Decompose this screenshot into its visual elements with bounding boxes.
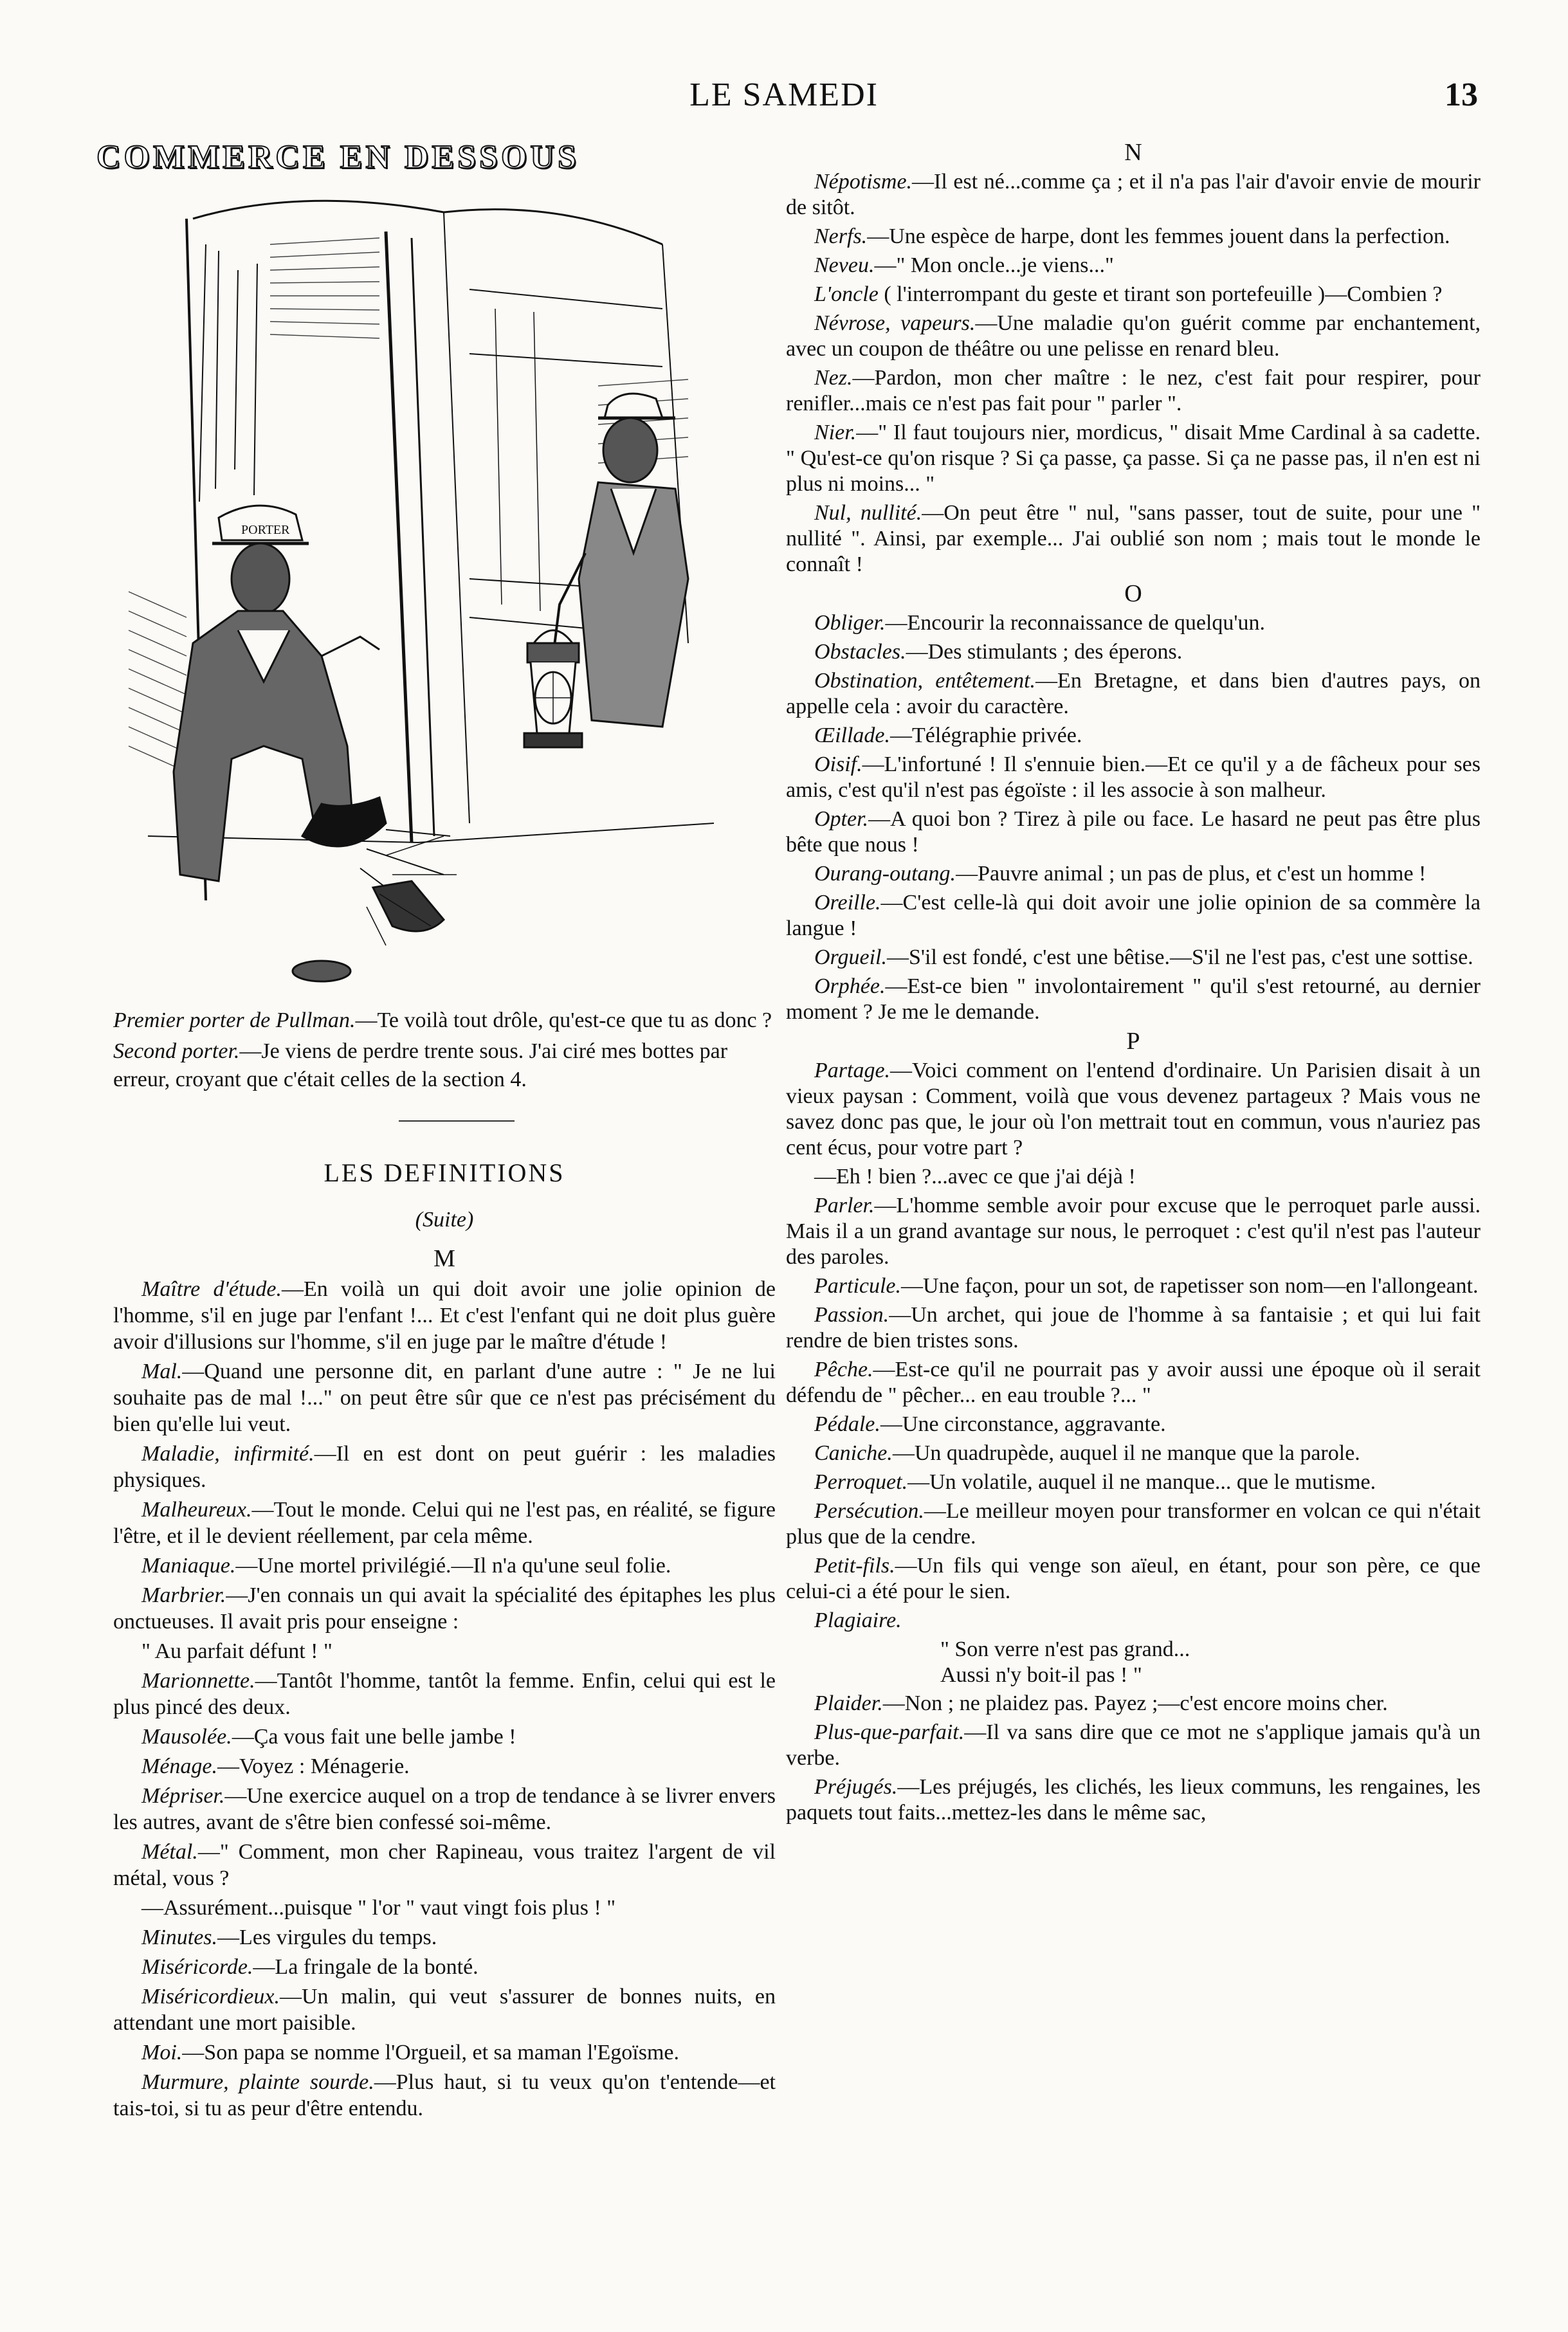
definition-text: —Un archet, qui joue de l'homme à sa fantaisie ; et qui lui fait rendre de bien tristes sons.	[786, 1303, 1481, 1353]
alphabet-letter-heading: P	[1126, 1028, 1140, 1055]
definition-entry	[786, 282, 1481, 307]
definition-entry	[113, 1553, 776, 1579]
definition-term: Caniche.	[814, 1441, 893, 1465]
definition-text: —On peut être " nul, "sans passer, tout de suite, pour une " nullité ". Ainsi, par exemple... J'ai oublié son nom ; mais tout le monde le connaît !	[786, 501, 1481, 576]
alphabet-letter-heading: M	[433, 1245, 455, 1272]
definition-entry	[113, 1276, 776, 1355]
page-number: 13	[1445, 77, 1478, 113]
definition-entry	[786, 1498, 1481, 1550]
definition-text: —" Comment, mon cher Rapineau, vous traitez l'argent de vil métal, vous ?	[113, 1840, 776, 1890]
definition-term: Plagiaire.	[814, 1608, 902, 1632]
definition-term: Oisif.	[814, 752, 862, 776]
definition-entry	[113, 1924, 776, 1951]
definition-term: Mal.	[141, 1360, 183, 1383]
definition-entry	[786, 224, 1481, 250]
definition-text: —Un fils qui venge son aïeul, en étant, pour son père, ce que celui-ci a été pour le sien.	[786, 1554, 1481, 1603]
definition-text: —En voilà un qui doit avoir une jolie opinion de l'homme, s'il en juge par l'enfant !... Et c'est l'enfant qui ne doit plus guère avoir d'illusions sur l'homme, s'il en juge par le maître d'étude !	[113, 1277, 776, 1354]
definition-term: Orgueil.	[814, 945, 888, 969]
definition-entry	[113, 1724, 776, 1750]
page-header	[0, 0, 1568, 129]
definition-text: —Les virgules du temps.	[217, 1926, 437, 1949]
definition-entry	[786, 945, 1481, 970]
definition-text: —Une façon, pour un sot, de rapetisser son nom—en l'allongeant.	[901, 1274, 1479, 1298]
caption-line-2	[113, 1037, 776, 1094]
definition-term: Miséricordieux.	[141, 1985, 280, 2009]
definition-term: Mausolée.	[141, 1725, 232, 1749]
definition-entry	[113, 1783, 776, 1836]
alphabet-letter-heading: N	[1124, 139, 1142, 166]
definition-term: Orphée.	[814, 974, 886, 998]
definition-term: Névrose, vapeurs.	[814, 311, 976, 335]
definitions-suite-label: (Suite)	[415, 1208, 474, 1232]
definition-term: Moi.	[141, 2041, 183, 2064]
definition-entry	[113, 2039, 776, 2066]
definition-text: —Les préjugés, les clichés, les lieux communs, les rengaines, les paquets tout faits...mettez-les dans le même sac,	[786, 1775, 1481, 1825]
definition-entry	[786, 1470, 1481, 1495]
definition-term: Nul, nullité.	[814, 501, 922, 525]
definitions-heading: LES DEFINITIONS	[324, 1158, 565, 1187]
definition-text: —Une mortel privilégié.—Il n'a qu'une seul folie.	[235, 1554, 671, 1578]
definition-text: —Est-ce bien " involontairement " qu'il s'est retourné, au dernier moment ? Je me le demande.	[786, 974, 1481, 1024]
definition-term: Nerfs.	[814, 224, 868, 248]
alphabet-letter-heading: O	[1124, 580, 1142, 607]
definition-term: Particule.	[814, 1274, 902, 1298]
definition-entry	[113, 1668, 776, 1720]
definition-text: —Il en est dont on peut guérir : les maladies physiques.	[113, 1442, 776, 1492]
porter-cap-text: PORTER	[241, 523, 290, 537]
definition-term: Miséricorde.	[141, 1955, 253, 1979]
definition-text: —Voyez : Ménagerie.	[217, 1754, 410, 1778]
definition-entry	[786, 1691, 1481, 1717]
definition-term: Parler.	[814, 1194, 875, 1217]
definition-term: Pêche.	[814, 1358, 873, 1381]
definition-entry	[786, 723, 1481, 749]
definition-text: —En Bretagne, et dans bien d'autres pays, on appelle cela : avoir du caractère.	[786, 669, 1481, 718]
caption-text: —Je viens de perdre trente sous. J'ai ciré mes bottes par erreur, croyant que c'était celles de la section 4.	[113, 1039, 728, 1091]
definition-text: —Le meilleur moyen pour transformer en volcan ce qui n'était plus que de la cendre.	[786, 1499, 1481, 1549]
definitions-column-right	[786, 138, 1481, 1829]
definition-text: —Une espèce de harpe, dont les femmes jouent dans la perfection.	[867, 224, 1450, 248]
definition-term: Obstacles.	[814, 640, 906, 664]
definition-term: Partage.	[814, 1059, 891, 1082]
definition-text: —Il est né...comme ça ; et il n'a pas l'air d'avoir envie de mourir de sitôt.	[786, 170, 1481, 219]
definition-term: Plus-que-parfait.	[814, 1720, 965, 1744]
definition-entry	[786, 861, 1481, 887]
definition-text: —" Il faut toujours nier, mordicus, " disait Mme Cardinal à sa cadette. " Qu'est-ce qu'on risque ? Si ça passe, ça passe. Si ça ne passe pas, il n'en est ni plus ni moins... "	[786, 421, 1481, 496]
definition-term: Marionnette.	[141, 1669, 255, 1693]
definition-entry	[786, 500, 1481, 578]
definition-entry	[786, 253, 1481, 278]
definition-text: —Plus haut, si tu veux qu'on t'entende—et tais-toi, si tu as peur d'être entendu.	[113, 2070, 776, 2120]
definition-term: Ourang-outang.	[814, 862, 956, 886]
definition-term: Œillade.	[814, 724, 891, 747]
cartoon-illustration	[109, 193, 752, 1003]
definition-text: —Une maladie qu'on guérit comme par enchantement, avec un coupon de théâtre ou une pelisse en renard bleu.	[786, 311, 1481, 361]
definition-text: —Tout le monde. Celui qui ne l'est pas, en réalité, se figure l'être, et il le devient réellement, par cela même.	[113, 1498, 776, 1548]
definition-term: Ménage.	[141, 1754, 218, 1778]
lantern-drawing	[524, 630, 582, 747]
definition-term: Opter.	[814, 807, 869, 831]
definition-text: —Quand une personne dit, en parlant d'une autre : " Je ne lui souhaite pas de mal !..." on peut être sûr que ce n'est pas précisément du bien qu'elle lui veut.	[113, 1360, 776, 1436]
cartoon-heading: COMMERCE EN DESSOUS	[96, 139, 579, 176]
definition-term: Nez.	[814, 366, 853, 390]
definition-entry	[113, 1753, 776, 1780]
definition-entry	[786, 420, 1481, 497]
definition-term: Malheureux.	[141, 1498, 252, 1522]
definition-term: Neveu.	[814, 253, 875, 277]
definition-entry	[113, 1441, 776, 1493]
definition-text: —Un volatile, auquel il ne manque... que le mutisme.	[907, 1470, 1376, 1494]
definition-term: Obliger.	[814, 611, 886, 635]
definition-text: —A quoi bon ? Tirez à pile ou face. Le hasard ne peut pas être plus bête que nous !	[786, 807, 1481, 857]
definition-text: —S'il est fondé, c'est une bêtise.—S'il ne l'est pas, c'est une sottise.	[887, 945, 1473, 969]
definition-text: —" Mon oncle...je viens..."	[874, 253, 1114, 277]
definition-entry	[113, 2069, 776, 2122]
definition-term: Passion.	[814, 1303, 889, 1327]
definition-text: —L'infortuné ! Il s'ennuie bien.—Et ce qu'il y a de fâcheux pour ses amis, c'est qu'il n'est pas égoïste : il les associe à son malheur.	[786, 752, 1481, 802]
definition-text: —Une circonstance, aggravante.	[880, 1412, 1166, 1436]
definition-entry	[786, 1412, 1481, 1437]
newspaper-title: LE SAMEDI	[689, 77, 879, 113]
definition-text: —Une exercice auquel on a trop de tendance à se livrer envers les autres, avant de s'être bien confessé soi-même.	[113, 1784, 776, 1834]
definition-term: Mépriser.	[141, 1784, 225, 1808]
definition-entry	[786, 752, 1481, 803]
definition-term: Oreille.	[814, 891, 881, 915]
definition-text: —Un quadrupède, auquel il ne manque que la parole.	[892, 1441, 1360, 1465]
definition-term: Obstination, entêtement.	[814, 669, 1036, 693]
definition-entry	[786, 169, 1481, 221]
definition-text: —Tantôt l'homme, tantôt la femme. Enfin, celui qui est le plus pincé des deux.	[113, 1669, 776, 1719]
definition-term: Marbrier.	[141, 1583, 226, 1607]
caption-text: —Te voilà tout drôle, qu'est-ce que tu as donc ?	[355, 1008, 772, 1032]
definition-text: —La fringale de la bonté.	[253, 1955, 479, 1979]
definition-entry	[786, 1720, 1481, 1771]
definition-term: Népotisme.	[814, 170, 913, 194]
definition-entry	[786, 890, 1481, 942]
verse-quote	[786, 1637, 1481, 1688]
definition-text: —C'est celle-là qui doit avoir une jolie opinion de sa commère la langue !	[786, 891, 1481, 940]
definition-entry	[113, 1839, 776, 1891]
definition-term: Minutes.	[141, 1926, 218, 1949]
verse-line: Aussi n'y boit-il pas ! "	[940, 1663, 1142, 1687]
definition-entry	[786, 365, 1481, 417]
cartoon-caption	[113, 1007, 776, 1097]
definition-entry	[113, 1954, 776, 1980]
definition-term: Pédale.	[814, 1412, 880, 1436]
definition-entry	[786, 974, 1481, 1025]
definition-entry	[786, 1441, 1481, 1466]
definition-entry	[786, 610, 1481, 636]
section-divider	[399, 1120, 515, 1122]
caption-speaker: Second porter.	[113, 1039, 240, 1063]
definition-text: ( l'interrompant du geste et tirant son portefeuille )—Combien ?	[878, 282, 1443, 306]
caption-speaker: Premier porter de Pullman.	[113, 1008, 356, 1032]
definition-term: Maladie, infirmité.	[141, 1442, 315, 1466]
definition-term: Nier.	[814, 421, 857, 444]
definition-entry	[786, 806, 1481, 858]
definition-continuation: —Assurément...puisque " l'or " vaut vingt fois plus ! "	[141, 1896, 616, 1920]
definition-text: —Ça vous fait une belle jambe !	[232, 1725, 516, 1749]
definition-entry	[786, 1302, 1481, 1354]
definition-term: Murmure, plainte sourde.	[141, 2070, 374, 2094]
definition-entry	[786, 668, 1481, 720]
definition-text: —Encourir la reconnaissance de quelqu'un.	[885, 611, 1266, 635]
definition-term: Préjugés.	[814, 1775, 898, 1799]
definition-term: Petit-fils.	[814, 1554, 895, 1578]
definition-term: Persécution.	[814, 1499, 924, 1523]
definition-text: —Pardon, mon cher maître : le nez, c'est fait pour respirer, pour renifler...mais ce n'est pas fait pour " parler ".	[786, 366, 1481, 415]
definition-entry	[113, 1358, 776, 1437]
definition-text: —Voici comment on l'entend d'ordinaire. Un Parisien disait à un vieux paysan : Comment, voilà que vous devenez partageux ? Mais vous ne savez donc pas que, le jour où l'on mettrait tout en commun, vous n'auriez pas cent écus, pour votre part ?	[786, 1059, 1481, 1160]
definition-entry	[786, 1058, 1481, 1161]
definition-entry	[786, 639, 1481, 665]
definition-entry	[113, 1983, 776, 2036]
definition-entry	[113, 1497, 776, 1549]
definition-text: —L'homme semble avoir pour excuse que le perroquet parle aussi. Mais il a un grand avantage sur nous, le perroquet : c'est qu'il n'est pas l'auteur des paroles.	[786, 1194, 1481, 1269]
caption-line-1	[113, 1007, 776, 1035]
definitions-column-left	[113, 1244, 776, 2125]
definition-entry	[786, 1273, 1481, 1299]
definition-continuation: " Au parfait défunt ! "	[141, 1639, 333, 1663]
definition-entry	[786, 1553, 1481, 1605]
definition-text: —Des stimulants ; des éperons.	[906, 640, 1183, 664]
definition-text: —Son papa se nomme l'Orgueil, et sa maman l'Egoïsme.	[182, 2041, 679, 2064]
definition-term: Métal.	[141, 1840, 198, 1864]
definition-text: —Non ; ne plaidez pas. Payez ;—c'est encore moins cher.	[882, 1691, 1388, 1715]
definition-text: —Un malin, qui veut s'assurer de bonnes nuits, en attendant une mort paisible.	[113, 1985, 776, 2035]
definition-text: —Il va sans dire que ce mot ne s'applique jamais qu'à un verbe.	[786, 1720, 1481, 1770]
definition-term: Plaider.	[814, 1691, 883, 1715]
definition-entry	[786, 1193, 1481, 1270]
definition-entry	[113, 1582, 776, 1635]
definition-text: —Est-ce qu'il ne pourrait pas y avoir aussi une époque où il serait défendu de " pêcher... en eau trouble ?... "	[786, 1358, 1481, 1407]
definition-text: —Pauvre animal ; un pas de plus, et c'est un homme !	[956, 862, 1427, 886]
definition-term: Perroquet.	[814, 1470, 908, 1494]
definition-term: Maniaque.	[141, 1554, 236, 1578]
definition-entry	[786, 1608, 1481, 1634]
definition-term: Maître d'étude.	[141, 1277, 282, 1301]
definition-term: L'oncle	[814, 282, 879, 306]
definition-continuation: —Eh ! bien ?...avec ce que j'ai déjà !	[814, 1165, 1136, 1189]
definition-text: —Télégraphie privée.	[890, 724, 1082, 747]
definition-entry	[786, 1357, 1481, 1408]
definition-entry	[786, 311, 1481, 362]
definition-text: —J'en connais un qui avait la spécialité des épitaphes les plus onctueuses. Il avait pris pour enseigne :	[113, 1583, 776, 1634]
definition-entry	[786, 1774, 1481, 1826]
verse-line: " Son verre n'est pas grand...	[940, 1637, 1190, 1661]
